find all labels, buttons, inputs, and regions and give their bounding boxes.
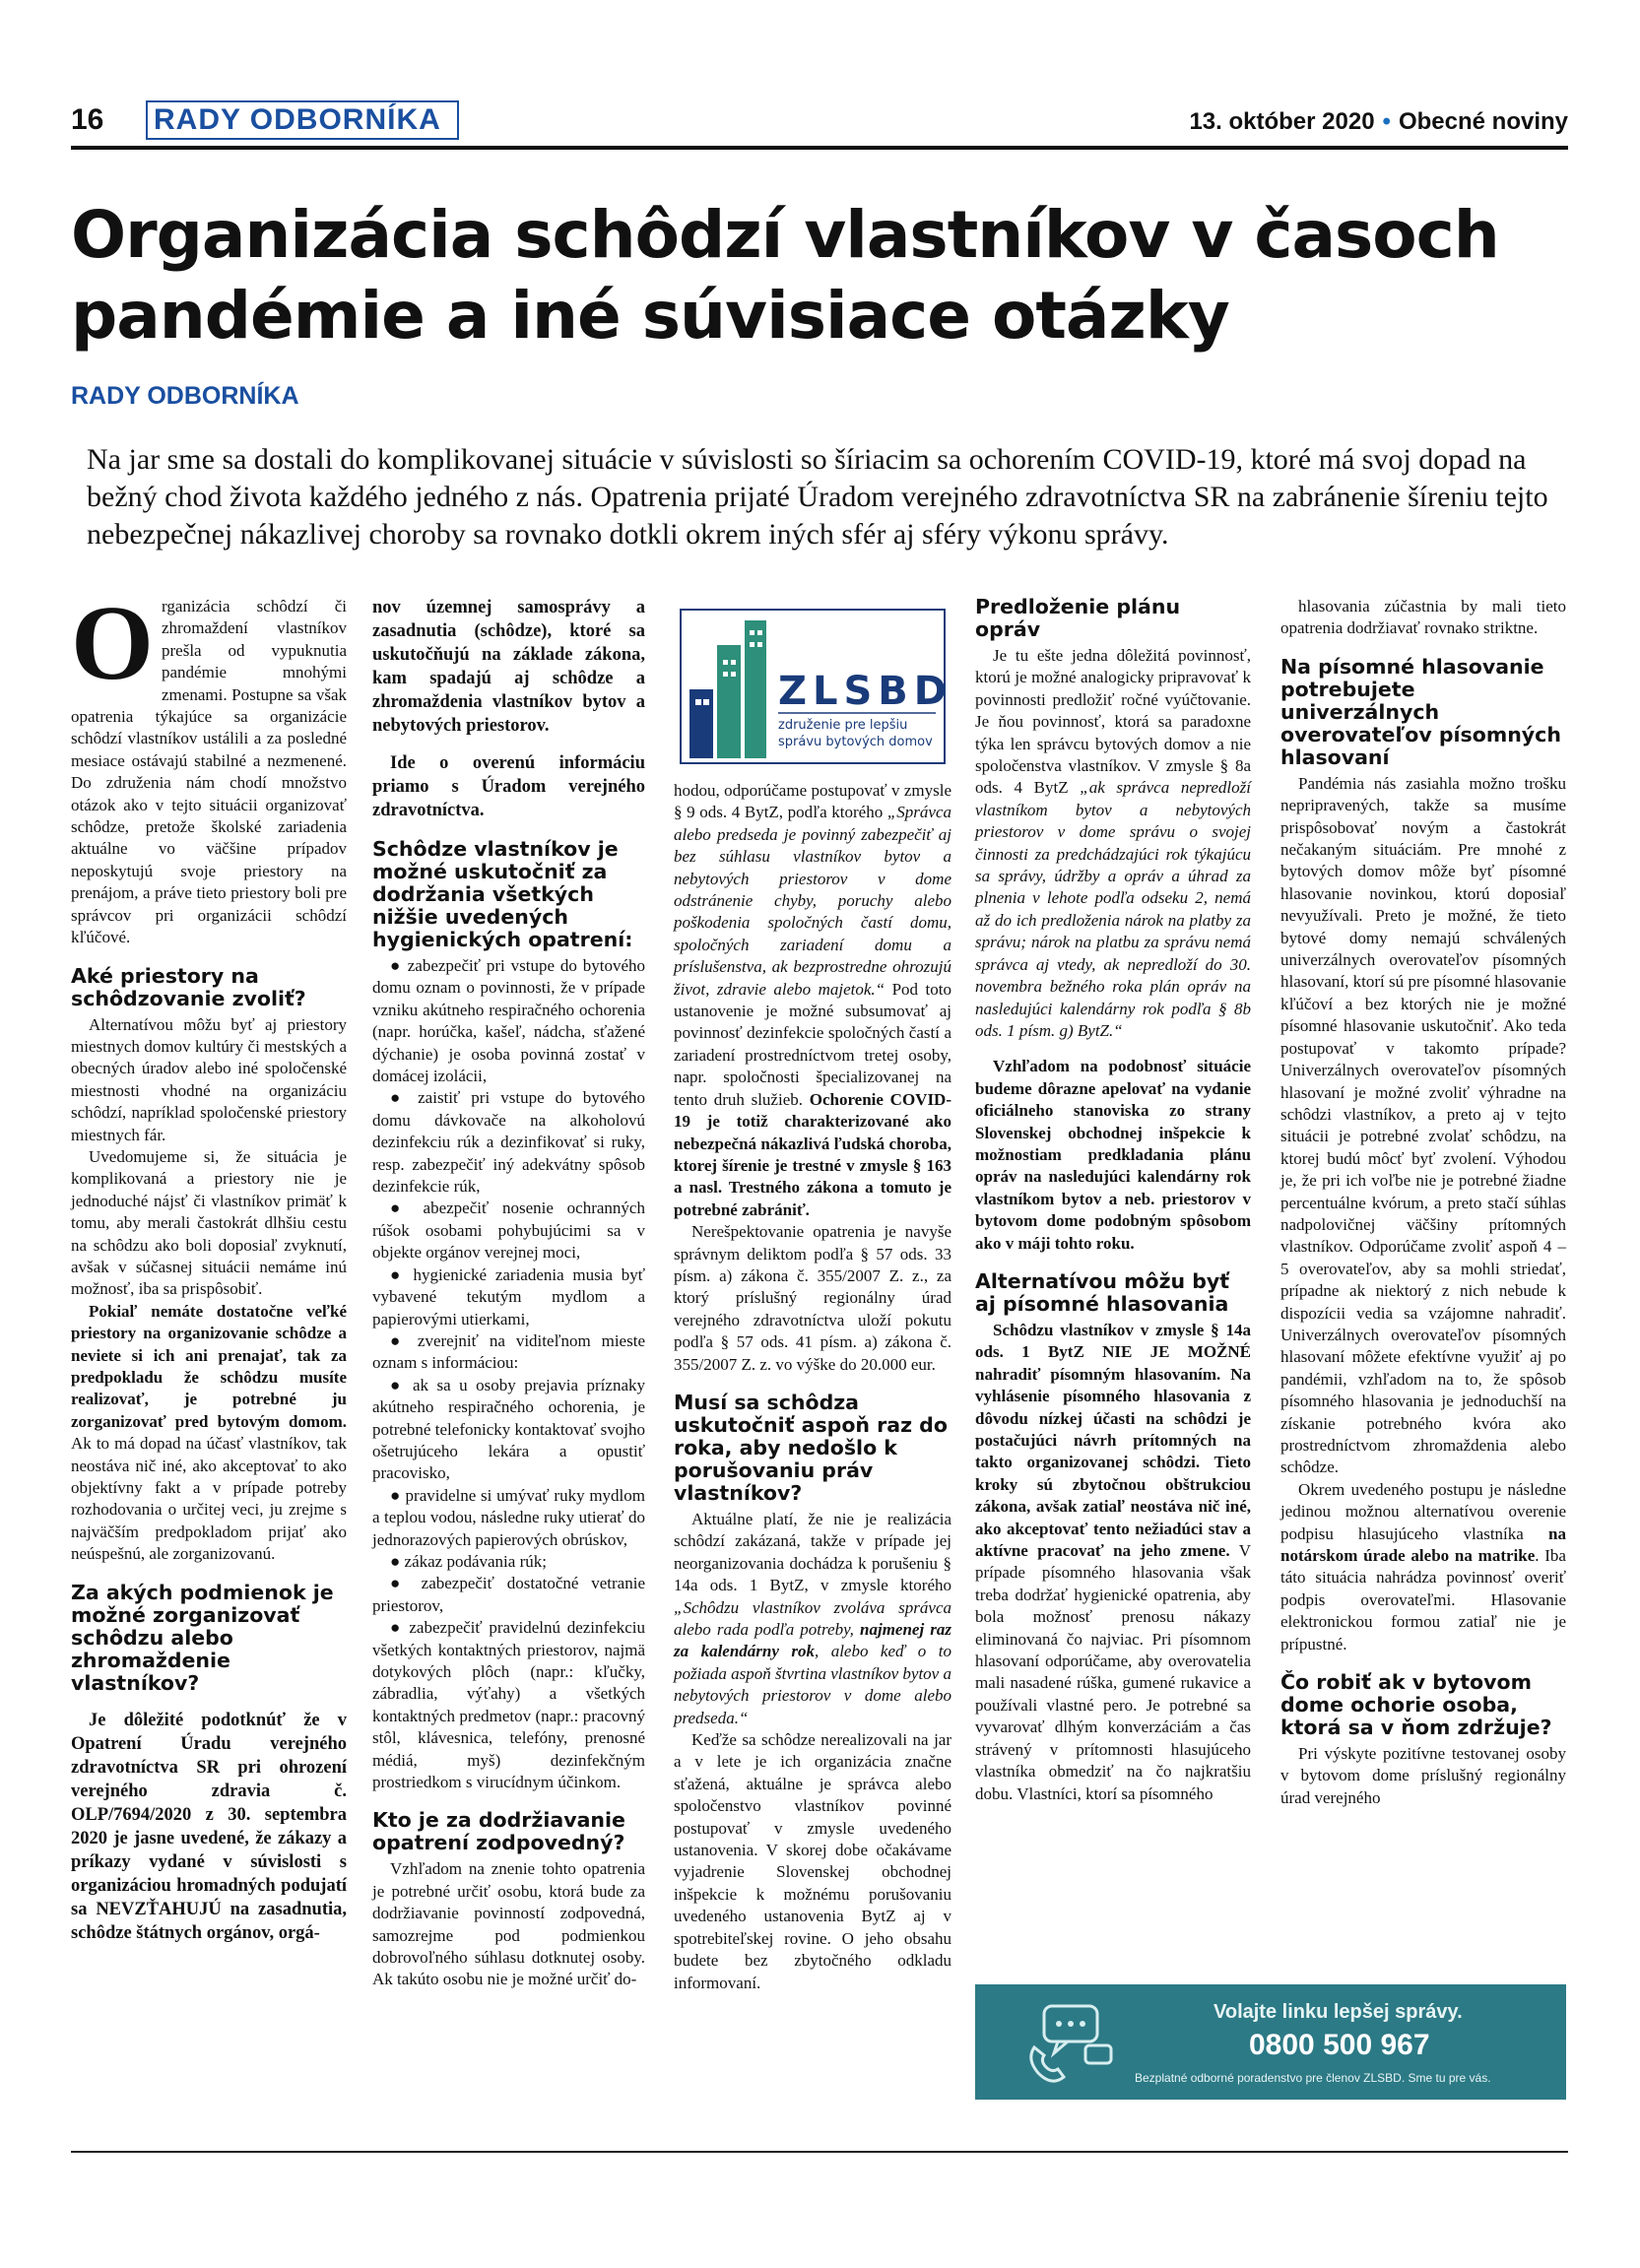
zlsbd-logo [680, 609, 946, 764]
bullet-text: ak sa u osoby prejavia príznaky akútneho respiračného ochorenia, je potrebné telefonicky kontaktovať svojho ošetrujúceho lekára a opustiť pracovisko, [372, 1375, 645, 1483]
paragraph-text: Je tu ešte jedna dôležitá povinnosť, ktorú je možné analogicky pripravovať k povinnosti predložiť ročné vyúčtovanie. Je ňou povinnosť, ktorá sa paradoxne týka len správcu bytových domov a nie spoločenstva vlastníkov. V zmysle § 8a ods. 4 BytZ [975, 646, 1251, 798]
issue-date: 13. október 2020 [1189, 108, 1375, 135]
bullet-item: ● pravidelne si umývať ruky mydlom a teplou vodou, následne ruky utierať do jednorazových papierových obrúskov, [372, 1485, 645, 1549]
logo-tagline-1: združenie pre lepšiu [778, 718, 908, 733]
bold-text: Pokiaľ nemáte dostatočne veľké priestory na organizovanie schôdze a neviete si ich ani prenajať, tak za predpokladu že schôdzu musíte realizovať, je potrebné ju zorganizovať pred bytovým domom. [71, 1301, 347, 1431]
hotline-heading: Volajte linku lepšej správy. [1214, 2001, 1463, 2023]
paragraph [674, 1509, 951, 1729]
footer-rule [71, 2151, 1568, 2153]
subheading: Aké priestory na schôdzovanie zvoliť? [71, 963, 306, 1010]
paragraph-text: Okrem uvedeného postupu je následne jedinou možnou alternatívou overenie podpisu hlasujúceho vlastníka [1280, 1479, 1566, 1543]
paragraph-bold: Vzhľadom na podobnosť situácie budeme dôrazne apelovať na vydanie oficiálneho stanoviska zo strany Slovenskej obchodnej inšpekcie k možnostiam predkladania plánu opráv na nasledujúci kalendárny rok vlastníkom bytov a neb. priestorov v bytovom dome podobným spôsobom ako v máji tohto roku. [975, 1057, 1251, 1253]
bullet-text: zákaz podávania rúk; [404, 1551, 547, 1571]
chat-phone-icon [1015, 1988, 1133, 2097]
paragraph-text: rganizácia schôdzí či zhromaždení vlastníkov prešla od vypuknutia pandémie mnohými zmenami. Postupne sa však opatrenia týkajúce sa organizácie schôdzí vlastníkov ustálili a za posledné mesiace ostávajú stabilné a nezmenené. Do združenia nám chodí množstvo otázok ako v tejto situácii organizovať schôdze, pretože školské zariadenia aktuálne vo väčšine prípadov neposkytujú svoje priestory na prenájom, a práve tieto priestory boli pre správcov pri organizácii schôdzí kľúčové. [71, 597, 347, 947]
article-byline: RADY ODBORNÍKA [71, 382, 299, 410]
subheading: Schôdze vlastníkov je možné uskutočniť za dodržania všetkých nižšie uvedených hygienických opatrení: [372, 837, 633, 951]
quote-text: „Správca alebo predseda je povinný zabezpečiť aj bez súhlasu vlastníkov bytov a nebytových priestorov v dome odstránenie chyby, poruchy alebo poškodenia spoločných častí domu, spoločných zariadení domu a príslušenstva, ak bezprostredne ohrozujú život, zdravie alebo majetok.“ [674, 803, 951, 999]
bullet-item: ● zverejniť na viditeľnom mieste oznam s informáciou: [372, 1330, 645, 1373]
paragraph: Vzhľadom na znenie tohto opatrenia je potrebné určiť osobu, ktorá bude za dodržiavanie povinností zodpovedná, samozrejme pod podmienkou dobrovoľného súhlasu dotknutej osoby. Ak takúto osobu nie je možné určiť do- [372, 1859, 645, 1989]
bullet-item: ● zákaz podávania rúk; [390, 1551, 547, 1571]
quote-text: , alebo keď o to požiada aspoň štvrtina vlastníkov bytov a nebytových priestorov v dome alebo predseda.“ [674, 1642, 951, 1727]
paragraph-text: Pod toto ustanovenie je možné subsumovať aj povinnosť dezinfekcie spoločných častí a zariadení prostredníctvom tretej osoby, napr. spoločnosti špecializovanej na tento druh služieb. [674, 979, 951, 1109]
bullet-text: zaistiť pri vstupe do bytového domu dávkovače na alkoholovú dezinfekciu rúk a dezinfikovať si ruky, resp. zabezpečiť iný adekvátny spôsob dezinfekcie rúk, [372, 1088, 645, 1197]
header-rule [71, 146, 1568, 150]
column-4 [975, 596, 1251, 1805]
subheading: Kto je za dodržiavanie opatrení zodpovedný? [372, 1808, 625, 1855]
paragraph-text: V prípade písomného hlasovania však treba dodržať hygienické opatrenia, aby bola možnosť prenosu nákazy eliminovaná čo najviac. Pri písomnom hlasovaní odporúčame, aby overovatelia mali nasadené rúška, gumené rukavice a používali vlastné pero. Je potrebné sa vyvarovať dlhým konverzáciám a čas strávený v prítomnosti hlasujúceho vlastníka obmedziť na čo najkratšiu dobu. Vlastníci, ktorí sa písomného [975, 1541, 1251, 1803]
bold-text: Ochorenie COVID-19 je totiž charakterizované ako nebezpečná nákazlivá ľudská choroba, ktorej šírenie je trestné v zmysle § 163 a nasl. Trestného zákona a tomuto je potrebné zabrániť. [674, 1089, 951, 1219]
bullet-text: zverejniť na viditeľnom mieste oznam s informáciou: [372, 1330, 645, 1373]
bullet-item: ● hygienické zariadenia musia byť vybavené tekutým mydlom a papierovými utierkami, [372, 1264, 645, 1328]
bullet-item: ● zabezpečiť pri vstupe do bytového domu oznam o povinnosti, že v prípade vzniku akútneho respiračného ochorenia (napr. horúčka, kašeľ, nádcha, sťažené dýchanie) je osoba povinná zostať v domácej izolácii, [372, 956, 645, 1086]
paragraph [975, 645, 1251, 1042]
hotline-note: Bezplatné odborné poradenstvo pre členov ZLSBD. Sme tu pre vás. [1135, 2071, 1491, 2085]
paragraph-text: . Iba táto situácia nahrádza povinnosť overiť podpis overovateľmi. Hlasovanie elektronickou formou zatiaľ nie je prípustné. [1280, 1546, 1566, 1653]
paragraph [71, 1301, 347, 1566]
paragraph: Pri výskyte pozitívne testovanej osoby v bytovom dome príslušný regionálny úrad verejného [1280, 1744, 1566, 1807]
paragraph [975, 1320, 1251, 1805]
bold-text: Schôdzu vlastníkov v zmysle § 14a ods. 1 BytZ NIE JE MOŽNÉ nahradiť písomným hlasovaním. Na vyhlásenie písomného hlasovania z dôvodu nízkej účasti na schôdzi je postačujúci návrh prítomných na takto organizovanej schôdzi. Tieto kroky sú zbytočnou obštrukciou zákona, avšak zatiaľ neostáva nič iné, ako akceptovať tento nežiadúci stav a aktívne pracovať na jeho zmene. [975, 1320, 1251, 1561]
drop-cap: O [71, 585, 155, 702]
subheading: Za akých podmienok je možné zorganizovať schôdzu alebo zhromaždenie vlastníkov? [71, 1580, 334, 1695]
paragraph: Alternatívou môžu byť aj priestory miestnych domov kultúry či mestských a obecných úradov alebo iné spoločenské miestnosti vhodné na organizáciu schôdzí, napríklad spoločenské priestory miestnych fár. [71, 1014, 347, 1144]
article-lead: Na jar sme sa dostali do komplikovanej situácie v súvislosti so šíriacim sa ochorením COVID-19, ktoré má svoj dopad na bežný chod života každého jedného z nás. Opatrenia prijaté Úradom verejného zdravotníctva SR na zabránenie šíreniu tejto nebezpečnej nákazlivej choroby sa rovnako dotkli okrem iných sfér aj sféry výkonu správy. [87, 443, 1548, 551]
subheading: Čo robiť ak v bytovom dome ochorie osoba, ktorá sa v ňom zdržuje? [1280, 1670, 1552, 1740]
article-title: Organizácia schôdzí vlastníkov v časoch pandémie a iné súvisiace otázky [71, 197, 1499, 354]
quote-text: „ak správca nepredloží vlastníkom bytov a nebytových priestorov v dome správu o svojej činnosti za predchádzajúci rok týkajúcu sa správy, údržby a opráv a úhrad za plnenia v lehote podľa odseku 2, nemá až do ich predloženia nárok na platby za správu; nárok na platbu za správu nemá správca aj vtedy, ak nepredloží do 30. novembra bežného roka plán opráv na nasledujúci kalendárny rok podľa § 8b ods. 1 písm. g) BytZ.“ [975, 778, 1251, 1040]
section-rubric: RADY ODBORNÍKA [146, 100, 459, 140]
column-2 [372, 596, 645, 1991]
logo-name: ZLSBD [778, 669, 944, 714]
paragraph-bold: Ide o overenú informáciu priamo s Úradom verejného zdravotníctva. [372, 753, 645, 820]
subheading: Musí sa schôdza uskutočniť aspoň raz do roka, aby nedošlo k porušovaniu práv vlastníkov? [674, 1390, 948, 1505]
bullet-item: ● zabezpečiť pravidelnú dezinfekciu všetkých kontaktných priestorov, najmä dotykových plôch (napr.: kľučky, zábradlia, výťahy) a všetkých kontaktných predmetov (napr.: pracovný stôl, klávesnica, telefóny, prenosné médiá, myš) dezinfekčným prostriedkom s virucídnym účinkom. [372, 1618, 645, 1792]
paragraph: hlasovania zúčastnia by mali tieto opatrenia dodržiavať rovnako striktne. [1280, 597, 1566, 638]
paragraph-bold: nov územnej samosprávy a zasadnutia (schôdze), ktoré sa uskutočňujú na základe zákona, kam spadajú aj schôdze a zhromaždenia vlastníkov bytov a nebytových priestorov. [372, 598, 645, 736]
bullet-text: zabezpečiť pri vstupe do bytového domu oznam o povinnosti, že v prípade vzniku akútneho respiračného ochorenia (napr. horúčka, kašeľ, nádcha, sťažené dýchanie) je osoba povinná zostať v domácej izolácii, [372, 956, 645, 1086]
paragraph: Nerešpektovanie opatrenia je navyše správnym deliktom podľa § 57 ods. 33 písm. a) zákona č. 355/2007 Z. z., za ktorý príslušný regionálny úrad verejného zdravotníctva uloží pokutu podľa § 57 ods. 41 písm. a) zákona č. 355/2007 Z. z. vo výške do 20.000 eur. [674, 1222, 951, 1374]
column-3 [674, 780, 951, 1994]
quote-text: „Schôdzu vlastníkov zvoláva správca alebo rada podľa potreby, [674, 1597, 951, 1639]
bullet-item: ● abezpečiť nosenie ochranných rúšok osobami pohybujúcimi sa v objekte orgánov verejnej moci, [372, 1199, 645, 1263]
bullet-item: ● zabezpečiť dostatočné vetranie priestorov, [372, 1574, 645, 1615]
paragraph-text: hodou, odporúčame postupovať v zmysle § 9 ods. 4 BytZ, podľa ktorého [674, 781, 951, 822]
column-1 [71, 585, 347, 1945]
quote-bold-text: najmenej raz za kalendárny rok [674, 1620, 951, 1661]
bullet-text: zabezpečiť pravidelnú dezinfekciu všetkých kontaktných priestorov, najmä dotykových plôch (napr.: kľučky, zábradlia, výťahy) a všetkých kontaktných predmetov (napr.: pracovný stôl, klávesnica, telefóny, prenosné médiá, myš) dezinfekčným prostriedkom s virucídnym účinkom. [372, 1618, 645, 1792]
column-5 [1280, 596, 1566, 1809]
subheading: Na písomné hlasovanie potrebujete univerzálnych overovateľov písomných hlasovaní [1280, 654, 1561, 769]
paragraph-text: Ak to má dopad na účasť vlastníkov, tak neostáva nič iné, ako akceptovať to ako objektívny fakt a v prípade potreby rozhodovania o určitej veci, ju zrejme s najväčším predpokladom prijať ako neúspešnú, ale zorganizovanú. [71, 1434, 347, 1564]
paragraph: Pandémia nás zasiahla možno trošku nepripravených, takže sa musíme prispôsobovať novým a častokrát nečakaným situáciám. Pre mnohé z bytových domov môže byť písomné hlasovanie novinkou, ktorú doposiaľ nevyužívali. Preto je možné, že tieto bytové domy nemajú schválených univerzálnych overovateľov písomných hlasovaní, ktorí sú pre písomné hlasovanie kľúčoví a bez ktorých nie je možné písomné hlasovanie uskutočniť. Ako teda postupovať v takomto prípade? Univerzálnych overovateľov písomných hlasovaní je možné zvoliť výhradne na schôdzi vlastníkov, a preto aj v tejto situácii je potrebné zvolať schôdzu, na ktorej budú môcť byť zvolení. Výhodou je, že pri ich voľbe nie je potrebné žiadne percentuálne kvórum, a preto stačí súhlas nadpolovičnej väčšiny prítomných vlastníkov. Odporúčame zvoliť aspoň 4 – 5 overovateľov, aby sa mohli striedať, prípadne ak niektorý z nich nebude k dispozícii vedia sa vzájomne nahradiť. Univerzálnych overovateľov písomných hlasovaní môžete efektívne využiť aj po pandémii, vzhľadom na to, že spôsob písomného hlasovania je jednoduchší na získanie potrebného kvóra ako prostredníctvom zhromaždenia alebo schôdze. [1280, 773, 1566, 1477]
hotline-phone: 0800 500 967 [1249, 2029, 1430, 2061]
bold-text: na notárskom úrade alebo na matrike [1280, 1523, 1566, 1566]
issue-info [1189, 108, 1568, 136]
paragraph [71, 585, 347, 949]
bullet-text: abezpečiť nosenie ochranných rúšok osobami pohybujúcimi sa v objekte orgánov verejnej moci, [372, 1199, 645, 1263]
separator-dot: • [1382, 108, 1391, 135]
paragraph: Uvedomujeme si, že situácia je komplikovaná a priestory nie je jednoduché nájsť či vlastníkov primäť k tomu, aby merali častokrát dlhšiu cestu na schôdzu ako boli doposiaľ zvyknutí, avšak v súčasnej situácii nemáme inú možnosť, iba sa prispôsobiť. [71, 1146, 347, 1299]
paragraph: Keďže sa schôdze nerealizovali na jar a v lete je ich organizácia značne sťažená, aktuálne je správca alebo spoločenstvo vlastníkov povinné postupovať v zmysle uvedeného ustanovenia. V skorej dobe očakávame vyjadrenie Slovenskej obchodnej inšpekcie k možnému porušovaniu uvedeného ustanovenia BytZ aj v spotrebiteľskej rovine. O jeho obsahu budete bez zbytočného odkladu informovaní. [674, 1730, 951, 1992]
paragraph-bold: Je dôležité podotknúť že v Opatrení Úradu verejného zdravotníctva SR pri ohrození verejného zdravia č. OLP/7694/2020 z 30. septembra 2020 je jasne uvedené, že zákazy a príkazy vydané v súvislosti s organizáciou hromadných podujatí sa NEVZŤAHUJÚ na zasadnutia, schôdze štátnych orgánov, orgá- [71, 1710, 347, 1943]
bullet-text: zabezpečiť dostatočné vetranie priestorov, [372, 1574, 645, 1615]
publication-name: Obecné noviny [1398, 108, 1568, 135]
paragraph-text: Aktuálne platí, že nie je realizácia schôdzí zakázaná, takže v prípade jej neorganizovania dochádza k porušeniu § 14a ods. 1 BytZ, v zmysle ktorého [674, 1509, 951, 1595]
page-number: 16 [71, 103, 104, 136]
subheading: Predloženie plánu opráv [975, 595, 1181, 641]
building-logo-icon [682, 611, 944, 762]
paragraph [1280, 1479, 1566, 1655]
bullet-item: ● ak sa u osoby prejavia príznaky akútneho respiračného ochorenia, je potrebné telefonicky kontaktovať svojho ošetrujúceho lekára a opustiť pracovisko, [372, 1375, 645, 1483]
subheading: Alternatívou môžu byť aj písomné hlasovania [975, 1268, 1230, 1316]
bullet-text: pravidelne si umývať ruky mydlom a teplou vodou, následne ruky utierať do jednorazových papierových obrúskov, [372, 1485, 645, 1549]
bullet-text: hygienické zariadenia musia byť vybavené tekutým mydlom a papierovými utierkami, [372, 1264, 645, 1328]
paragraph [674, 780, 951, 1221]
logo-tagline-2: správu bytových domov [778, 735, 933, 749]
bullet-item: ● zaistiť pri vstupe do bytového domu dávkovače na alkoholovú dezinfekciu rúk a dezinfikovať si ruky, resp. zabezpečiť iný adekvátny spôsob dezinfekcie rúk, [372, 1088, 645, 1197]
